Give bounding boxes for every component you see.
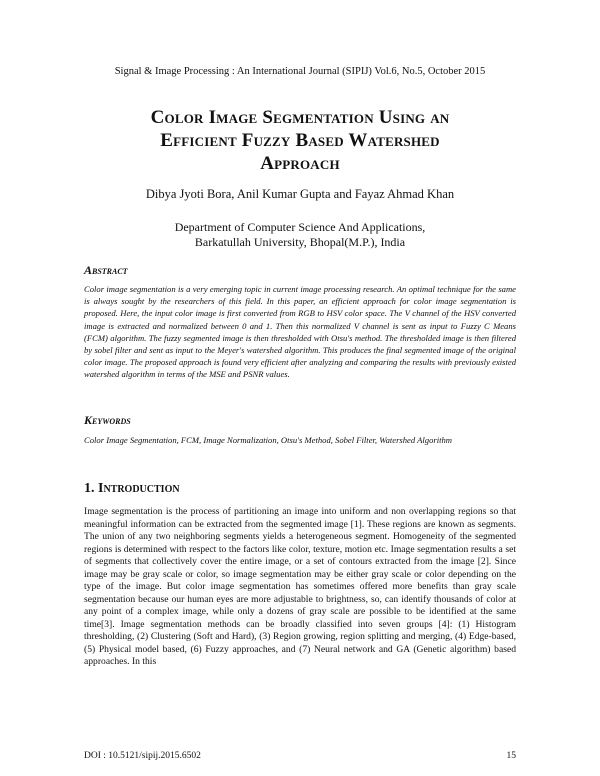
introduction-text: Image segmentation is the process of partitioning an image into uniform and non overlapping regions so that meaningful information can be extracted from the segmented image [1]. These regions are known as segments. The union of any two neighboring segments yields a heterogeneous segment. Homogeneity of the segmented regions is determined with respect to the factors like color, texture, motion etc. Image segmentation results a set of segments that collectively cover the entire image, or a set of contours extracted from the image [2]. Since image may be gray scale or color, so image segmentation may be either gray scale or color depending on the type of the image. But color image segmentation has sometimes offered more benefits than gray scale segmentation because our human eyes are more adjustable to brightness, so, can identify thousands of color at any point of a complex image, while only a dozens of gray scale are possible to be identified at the same time[3]. Image segmentation methods can be broadly classified into seven groups [4]: (1) Histogram thresholding, (2) Clustering (Soft and Hard), (3) Region growing, region splitting and merging, (4) Edge-based, (5) Physical model based, (6) Fuzzy approaches, and (7) Neural network and GA (Genetic algorithm) based approaches. In this [84, 506, 516, 667]
title-line-3: Approach [260, 153, 340, 174]
abstract-heading: Abstract [84, 263, 128, 277]
affiliation-line-2: Barkatullah University, Bhopal(M.P.), India [194, 235, 406, 249]
keywords-text: Color Image Segmentation, FCM, Image Normalization, Otsu's Method, Sobel Filter, Watershed Algorithm [84, 435, 453, 445]
keywords-heading: Keywords [84, 413, 131, 427]
title-line-2: Efficient Fuzzy Based Watershed [160, 130, 440, 151]
introduction-heading: 1. Introduction [84, 481, 180, 496]
title-line-1: Color Image Segmentation Using an [150, 107, 450, 128]
affiliation [0, 220, 600, 250]
paper-title [60, 106, 540, 175]
journal-header: Signal & Image Processing : An International Journal (SIPIJ) Vol.6, No.5, October 2015 [114, 66, 486, 77]
abstract-text: Color image segmentation is a very emerging topic in current image processing research. An optimal technique for the same is always sought by the researchers of this field. In this paper, an efficient approach for color image segmentation is proposed. Here, the input color image is first converted from RGB to HSV color space. The V channel of the HSV converted image is extracted and normalized between 0 and 1. Then this normalized V channel is sent as input to Fuzzy C Means (FCM) algorithm. The fuzzy segmented image is then thresholded with Otsu's method. The thresholded image is then filtered by sobel filter and sent as input to the Meyer's watershed algorithm. This produces the final segmented image of the original color image. The proposed approach is found very efficient after analyzing and comparing the results with previously existed watershed algorithm in terms of the MSE and PSNR values. [84, 284, 516, 380]
page-number: 15 [506, 751, 516, 761]
affiliation-line-1: Department of Computer Science And Applications, [174, 220, 426, 234]
author-list: Dibya Jyoti Bora, Anil Kumar Gupta and Fayaz Ahmad Khan [145, 187, 455, 201]
footer-doi: DOI : 10.5121/sipij.2015.6502 [84, 751, 201, 761]
